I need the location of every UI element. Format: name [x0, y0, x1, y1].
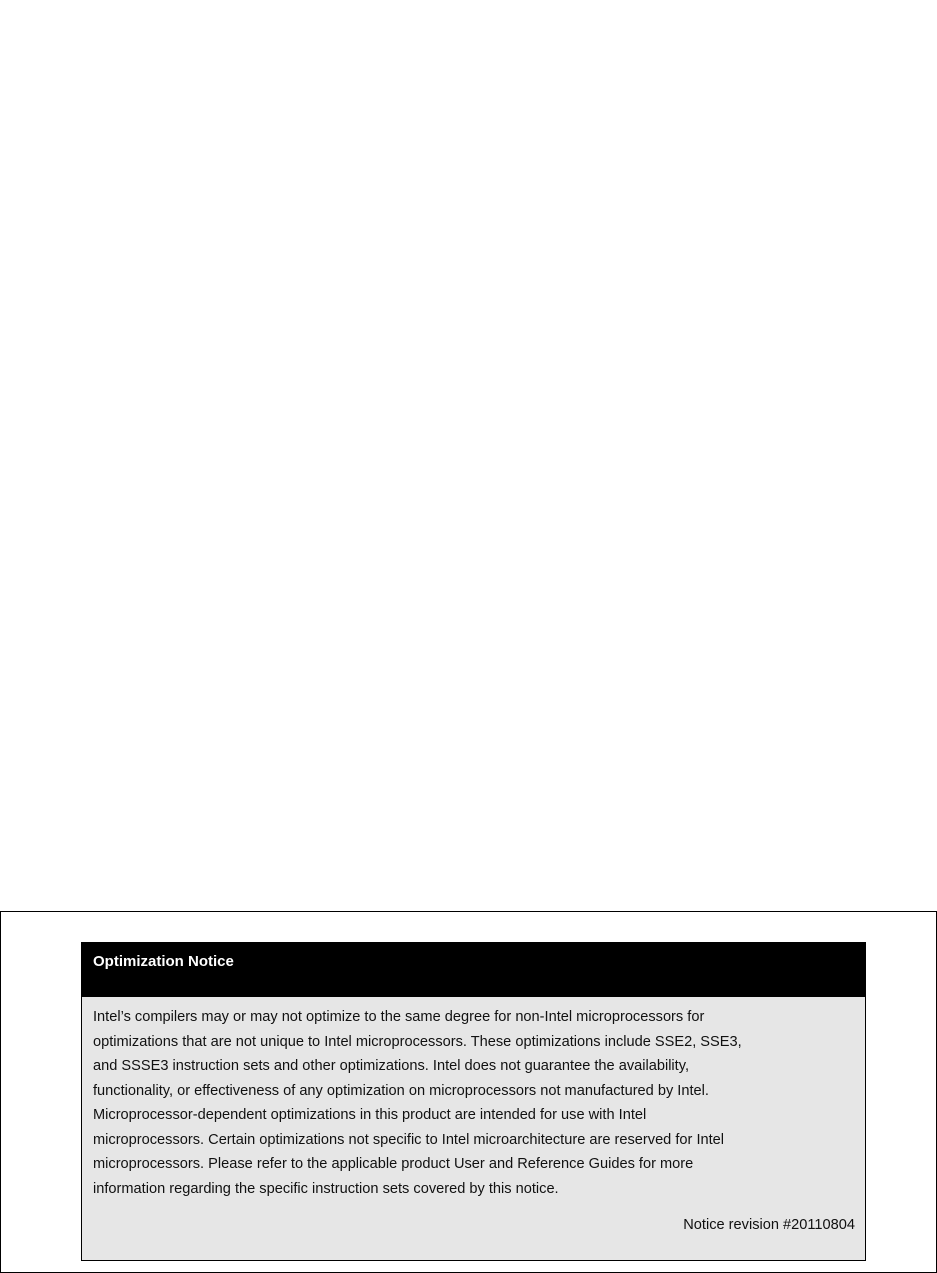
notice-revision: Notice revision #20110804 [683, 1217, 855, 1233]
notice-body [82, 997, 865, 1201]
notice-body-line: functionality, or effectiveness of any optimization on microprocessors not manufactured by Intel. [93, 1082, 709, 1099]
notice-body-line: Intel’s compilers may or may not optimize to the same degree for non-Intel microprocessors for [93, 1009, 705, 1025]
notice-body-line: information regarding the specific instruction sets covered by this notice. [93, 1180, 559, 1197]
notice-body-line: Microprocessor-dependent optimizations in this product are intended for use with Intel [93, 1107, 647, 1123]
notice-body-line: and SSSE3 instruction sets and other optimizations. Intel does not guarantee the availability, [93, 1058, 689, 1074]
optimization-notice-box [81, 942, 866, 1261]
notice-body-line: microprocessors. Please refer to the applicable product User and Reference Guides for more [93, 1156, 694, 1172]
notice-body-line: microprocessors. Certain optimizations not specific to Intel microarchitecture are reserved for Intel [93, 1131, 725, 1148]
notice-frame [0, 911, 937, 1273]
notice-body-line: optimizations that are not unique to Intel microprocessors. These optimizations include SSE2, SSE3, [93, 1033, 742, 1050]
notice-title: Optimization Notice [82, 943, 865, 997]
